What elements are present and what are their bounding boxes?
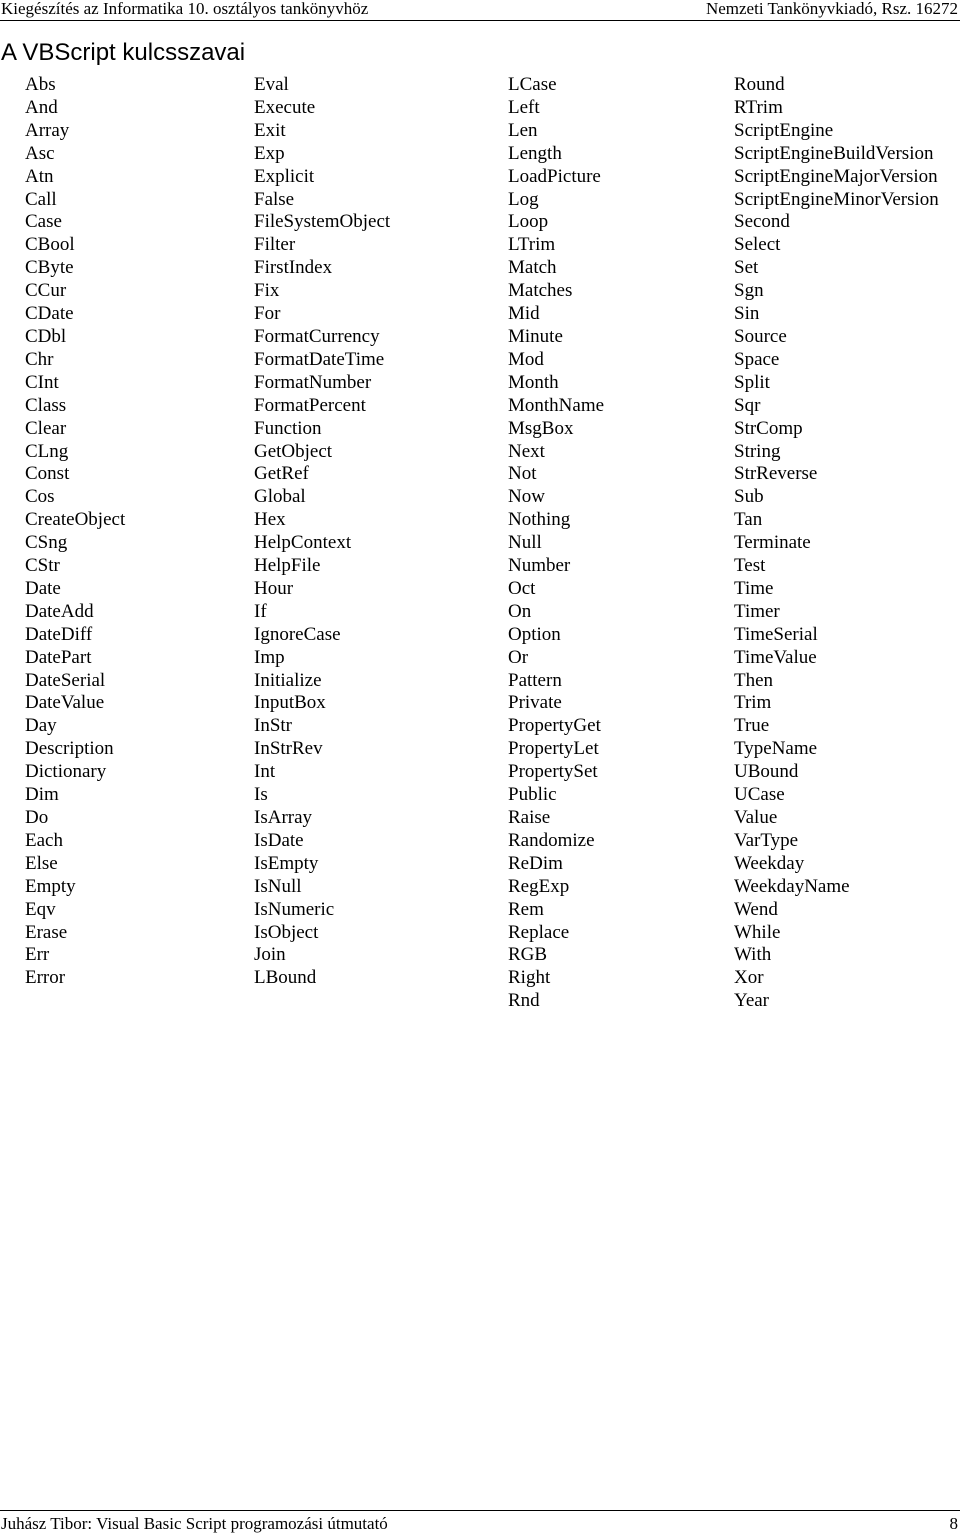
keyword-item: ScriptEngine [734,119,834,141]
keyword-item: Abs [25,74,56,95]
keyword-item: Second [734,211,790,233]
keyword-item: Description [25,738,114,760]
keyword-item: Filter [254,234,296,256]
keyword-item: Exp [254,142,285,164]
keyword-item: Clear [25,417,67,439]
keyword-item: Log [508,188,539,210]
keyword-item: IsEmpty [254,852,319,874]
keyword-item: Set [734,257,759,279]
keyword-item: ScriptEngineMinorVersion [734,188,939,210]
keyword-item: Err [25,944,50,966]
keyword-item: Terminate [734,532,811,554]
keyword-item: IsObject [254,921,319,943]
keyword-item: While [734,921,781,943]
keyword-item: RGB [508,944,548,966]
keyword-item: Class [25,394,67,416]
keyword-item: TimeSerial [734,623,818,645]
keyword-item: Global [254,486,306,508]
page-header [0,0,960,21]
keyword-item: Test [734,555,766,577]
keyword-item: Const [25,463,70,485]
keyword-item: LCase [508,74,557,95]
keyword-item: Execute [254,96,316,118]
keyword-item: Error [25,967,66,989]
keyword-item: CByte [25,257,74,279]
keyword-item: Or [508,646,529,668]
keyword-item: StrReverse [734,463,818,485]
keyword-item: FormatPercent [254,394,366,416]
keyword-item: Erase [25,921,68,943]
keyword-item: With [734,944,772,966]
keyword-item: Pattern [508,669,562,691]
keyword-item: IsDate [254,829,304,851]
keyword-item: Atn [25,165,54,187]
keyword-item: IsNull [254,875,302,897]
keyword-item: VarType [734,829,799,851]
keyword-item: Eval [254,74,289,95]
keyword-item: Matches [508,280,573,302]
keyword-item: Now [508,486,545,508]
keyword-item: HelpContext [254,532,352,554]
keyword-item: Hour [254,577,294,599]
keyword-item: ReDim [508,852,563,874]
keyword-item: Space [734,348,780,370]
keyword-item: DateAdd [25,600,94,622]
keyword-item: False [254,188,295,210]
keyword-item: String [734,440,781,462]
keyword-item: Split [734,371,770,393]
keyword-item: Number [508,555,571,577]
keyword-item: LBound [254,967,317,989]
keyword-item: DatePart [25,646,92,668]
keyword-item: CInt [25,371,59,393]
keyword-item: Sgn [734,280,764,302]
keyword-item: Select [734,234,781,256]
keyword-item: CDbl [25,325,67,347]
keyword-item: LoadPicture [508,165,601,187]
keyword-item: On [508,600,532,622]
keyword-item: Month [508,371,559,393]
keyword-item: IgnoreCase [254,623,341,645]
keyword-item: PropertySet [508,761,598,783]
header-publisher: Nemzeti Tankönyvkiadó, Rsz. 16272 [705,0,958,18]
keyword-item: Randomize [508,829,595,851]
keyword-item: Left [508,96,540,118]
keyword-item: CCur [25,280,67,302]
keyword-item: InStrRev [254,738,323,760]
keyword-item: Case [25,211,62,233]
keyword-column-2 [254,74,390,990]
keyword-item: Wend [734,898,778,920]
keyword-item: Array [25,119,70,141]
keyword-item: IsArray [254,807,313,828]
keyword-item: Chr [25,348,54,370]
page-number: 8 [949,1514,958,1533]
keyword-item: Sub [734,486,764,508]
keyword-item: CStr [25,555,60,577]
keyword-item: Match [508,257,557,279]
keyword-column-1 [25,74,125,990]
keyword-item: Sin [734,303,760,325]
keyword-item: MsgBox [508,417,574,439]
keyword-item: TypeName [734,738,818,760]
keyword-item: StrComp [734,417,803,439]
keyword-item: Imp [254,646,285,668]
keyword-item: Rnd [508,990,540,1012]
keyword-item: Dim [25,784,59,806]
page-title: A VBScript kulcsszavai [1,39,246,66]
keyword-item: GetRef [254,463,309,485]
keyword-item: FormatCurrency [254,325,380,347]
keyword-item: UCase [734,784,785,806]
keyword-item: Function [254,417,322,439]
keyword-item: MonthName [508,394,605,416]
keyword-item: Minute [508,325,563,347]
keyword-item: FormatDateTime [254,348,385,370]
keyword-item: Sqr [734,394,761,416]
keyword-item: PropertyGet [508,715,601,737]
keyword-item: Year [734,990,770,1012]
keyword-item: Day [25,715,57,737]
keyword-item: Mid [508,303,540,325]
keyword-item: Trim [734,692,772,714]
keyword-item: Eqv [25,898,56,920]
keyword-item: Fix [254,280,280,302]
keyword-item: Int [254,761,276,783]
keyword-item: CDate [25,303,74,325]
keyword-item: Null [508,532,542,554]
keyword-item: GetObject [254,440,333,462]
keyword-item: CBool [25,234,75,256]
keyword-item: Mod [508,348,544,370]
keyword-item: Rem [508,898,544,920]
keyword-item: Asc [25,142,55,164]
keyword-item: RTrim [734,96,783,118]
keyword-item: Option [508,623,561,645]
keyword-column-3 [508,74,604,1013]
footer-author-title: Juhász Tibor: Visual Basic Script programozási útmutató [1,1514,388,1533]
keyword-item: ScriptEngineMajorVersion [734,165,938,187]
keyword-item: Call [25,188,57,210]
keyword-item: Initialize [254,669,322,691]
keyword-item: Source [734,325,787,347]
keyword-item: Xor [734,967,764,989]
keyword-item: Do [25,807,49,828]
keyword-item: Else [25,852,58,874]
header-book-title: Kiegészítés az Informatika 10. osztályos tankönyvhöz [1,0,369,18]
keyword-item: RegExp [508,875,570,897]
keyword-item: For [254,303,281,325]
keyword-item: Public [508,784,557,806]
keyword-item: If [254,600,267,622]
keyword-item: Each [25,829,63,851]
keyword-item: Timer [734,600,780,622]
keyword-item: Value [734,807,778,828]
keyword-item: Cos [25,486,55,508]
keyword-item: Join [254,944,286,966]
keyword-item: Nothing [508,509,571,531]
keyword-item: Exit [254,119,286,141]
keyword-item: Raise [508,807,551,828]
keyword-item: Explicit [254,165,315,187]
keyword-item: Hex [254,509,286,531]
keyword-item: Loop [508,211,549,233]
keyword-item: Dictionary [25,761,107,783]
keyword-item: CSng [25,532,68,554]
keyword-item: Next [508,440,545,462]
keyword-item: Length [508,142,562,164]
keyword-item: HelpFile [254,555,321,577]
keyword-item: PropertyLet [508,738,599,760]
keyword-item: Oct [508,577,536,599]
keyword-item: WeekdayName [734,875,850,897]
keyword-item: DateDiff [25,623,93,645]
keyword-item: TimeValue [734,646,817,668]
keyword-item: Private [508,692,562,714]
keyword-item: Replace [508,921,570,943]
keyword-item: FileSystemObject [254,211,391,233]
keyword-item: DateValue [25,692,105,714]
keyword-item: IsNumeric [254,898,335,920]
keyword-item: Date [25,577,61,599]
keyword-item: InStr [254,715,292,737]
keyword-item: Empty [25,875,76,897]
keyword-item: Len [508,119,538,141]
keyword-column-4 [734,74,939,1013]
keyword-item: CLng [25,440,69,462]
keyword-item: And [25,96,58,118]
keyword-item: Is [254,784,268,806]
keyword-item: LTrim [508,234,556,256]
keyword-item: Time [734,577,774,599]
keyword-item: Tan [734,509,763,531]
keyword-item: CreateObject [25,509,126,531]
keyword-item: FirstIndex [254,257,333,279]
keyword-item: FormatNumber [254,371,372,393]
keyword-item: Round [734,74,785,95]
keyword-item: InputBox [254,692,326,714]
page-footer [0,1510,960,1533]
keyword-item: UBound [734,761,799,783]
keyword-item: Right [508,967,551,989]
keyword-item: True [734,715,770,737]
keyword-item: Weekday [734,852,805,874]
keyword-item: DateSerial [25,669,106,691]
keyword-item: ScriptEngineBuildVersion [734,142,934,164]
keyword-item: Then [734,669,774,691]
keyword-item: Not [508,463,537,485]
